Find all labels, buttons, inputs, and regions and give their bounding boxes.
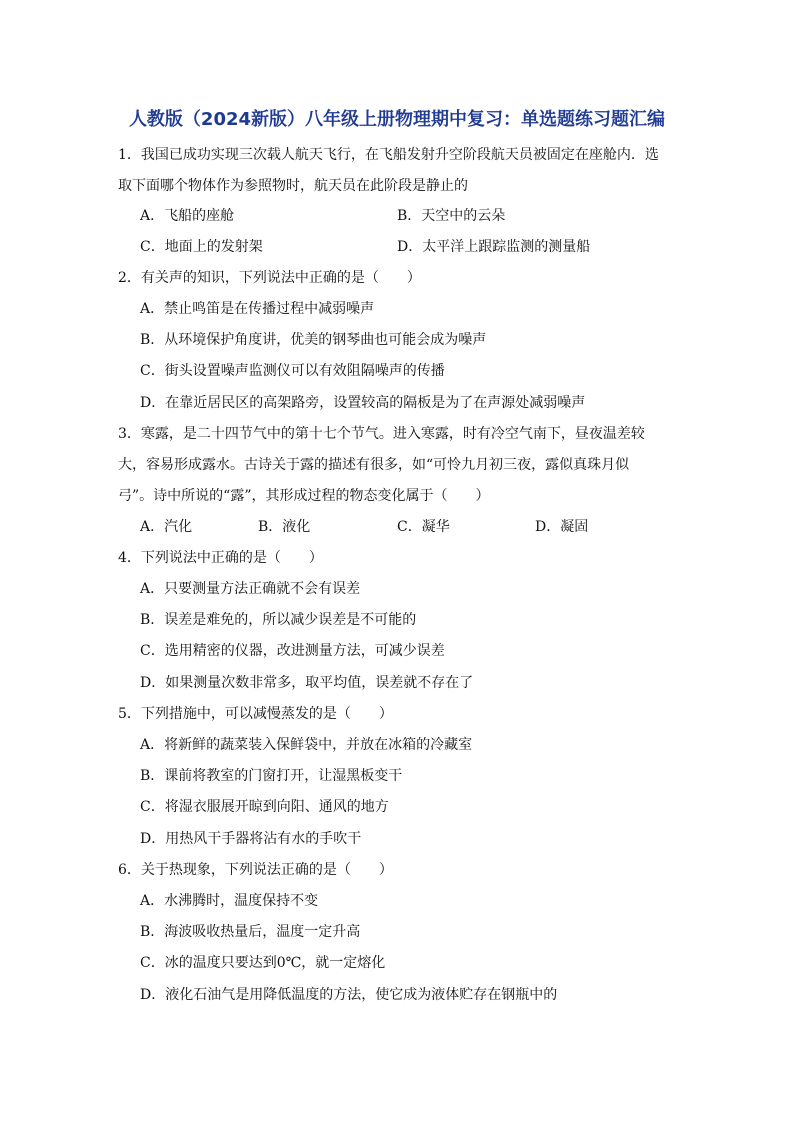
question-5-option-d: D．用热风干手器将沾有水的手吹干: [140, 831, 362, 847]
question-3-option-a: A．汽化: [140, 519, 193, 535]
question-5-option-a: A．将新鲜的蔬菜装入保鲜袋中，并放在冰箱的冷藏室: [140, 737, 473, 753]
question-4-option-b: B．误差是难免的，所以减少误差是不可能的: [140, 612, 417, 628]
question-1-line-1: 1．我国已成功实现三次载人航天飞行，在飞船发射升空阶段航天员被固定在座舱内．选: [118, 147, 659, 163]
question-6-option-b: B．海波吸收热量后，温度一定升高: [140, 924, 361, 940]
question-6-line-1: 6．关于热现象，下列说法正确的是（ ）: [118, 862, 393, 878]
question-1-option-a: A．飞船的座舱: [140, 208, 235, 224]
question-2-option-c: C．街头设置噪声监测仪可以有效阻隔噪声的传播: [140, 363, 445, 379]
question-6-option-d: D．液化石油气是用降低温度的方法，使它成为液体贮存在钢瓶中的: [140, 987, 558, 1003]
question-6-option-a: A．水沸腾时，温度保持不变: [140, 893, 319, 909]
question-1-option-d: D．太平洋上跟踪监测的测量船: [397, 239, 591, 255]
question-3-option-b: B．液化: [258, 519, 311, 535]
question-4-line-1: 4．下列说法中正确的是（ ）: [118, 550, 323, 566]
question-3-line-3: 弓”。诗中所说的“露”，其形成过程的物态变化属于（ ）: [118, 488, 490, 504]
question-5-option-c: C．将湿衣服展开晾到向阳、通风的地方: [140, 799, 389, 815]
question-2-line-1: 2．有关声的知识，下列说法中正确的是（ ）: [118, 270, 421, 286]
question-3-line-2: 大，容易形成露水。古诗关于露的描述有很多，如“可怜九月初三夜，露似真珠月似: [118, 457, 630, 473]
question-3-line-1: 3．寒露，是二十四节气中的第十七个节气。进入寒露，时有冷空气南下，昼夜温差较: [118, 426, 645, 442]
question-3-option-c: C．凝华: [397, 519, 450, 535]
question-2-option-a: A．禁止鸣笛是在传播过程中减弱噪声: [140, 301, 375, 317]
question-2-option-b: B．从环境保护角度讲，优美的钢琴曲也可能会成为噪声: [140, 332, 487, 348]
question-4-option-d: D．如果测量次数非常多，取平均值，误差就不存在了: [140, 675, 474, 691]
document-title: 人教版（2024新版）八年级上册物理期中复习：单选题练习题汇编: [128, 109, 666, 130]
question-1-line-2: 取下面哪个物体作为参照物时，航天员在此阶段是静止的: [118, 178, 468, 194]
question-4-option-c: C．选用精密的仪器，改进测量方法，可减少误差: [140, 643, 445, 659]
question-5-option-b: B．课前将教室的门窗打开，让湿黑板变干: [140, 768, 403, 784]
question-3-option-d: D．凝固: [535, 519, 589, 535]
question-1-option-c: C．地面上的发射架: [140, 239, 263, 255]
question-1-option-b: B．天空中的云朵: [397, 208, 506, 224]
question-4-option-a: A．只要测量方法正确就不会有误差: [140, 581, 361, 597]
question-2-option-d: D．在靠近居民区的高架路旁，设置较高的隔板是为了在声源处减弱噪声: [140, 395, 586, 411]
question-5-line-1: 5．下列措施中，可以减慢蒸发的是（ ）: [118, 706, 393, 722]
question-6-option-c: C．冰的温度只要达到0℃，就一定熔化: [140, 955, 386, 971]
